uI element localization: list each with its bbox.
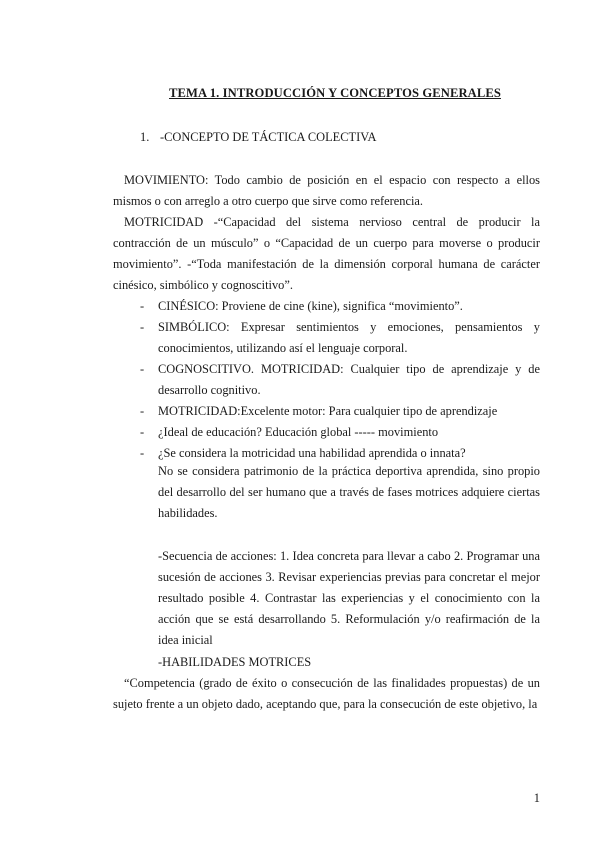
bullet-dash: - [140,320,145,334]
innata-answer: No se considera patrimonio de la práctica deportiva aprendida, sino propio del desarrollo del ser humano que a través de fases motrices adquiere ciertas habilidades. [158,464,540,520]
paragraph-competencia: “Competencia (grado de éxito o consecución de las finalidades propuestas) de un sujeto frente a un objeto dado, aceptando que, para la consecución de este objetivo, la [113,676,540,711]
section-heading [140,130,377,145]
page-number: 1 [533,791,540,805]
list-item [140,359,540,401]
bullet-dash: - [140,425,145,439]
section-number: 1. [140,130,150,144]
bullet-text: CINÉSICO: Proviene de cine (kine), significa “movimiento”. [158,299,463,313]
list-item [140,317,540,359]
bullet-text: SIMBÓLICO: Expresar sentimientos y emociones, pensamientos y conocimientos, utilizando así el lenguaje corporal. [158,320,540,355]
list-item [140,296,540,317]
bullet-dash: - [140,446,145,460]
list-item [140,401,540,422]
list-item [140,422,540,443]
bullet-text: ¿Ideal de educación? Educación global ----- movimiento [158,425,439,439]
habilidades-heading: -HABILIDADES MOTRICES [158,655,312,669]
paragraph-movimiento: MOVIMIENTO: Todo cambio de posición en el espacio con respecto a ellos mismos o con arreglo a otro cuerpo que sirve como referencia. [113,173,540,208]
bullet-text: COGNOSCITIVO. MOTRICIDAD: Cualquier tipo de aprendizaje y de desarrollo cognitivo. [158,362,540,397]
section-heading-text: -CONCEPTO DE TÁCTICA COLECTIVA [160,130,377,144]
bullet-dash: - [140,299,145,313]
bullet-list [140,296,540,464]
bullet-text: MOTRICIDAD:Excelente motor: Para cualquier tipo de aprendizaje [158,404,498,418]
bullet-dash: - [140,404,145,418]
document-title: TEMA 1. INTRODUCCIÓN Y CONCEPTOS GENERALES [169,86,501,100]
secuencia-acciones: -Secuencia de acciones: 1. Idea concreta para llevar a cabo 2. Programar una sucesión de acciones 3. Revisar experiencias previas para concretar el mejor resultado posible 4. Contrastar las experiencias y el conocimiento con la acción que se está desarrollando 5. Reformulación y/o reafirmación de la idea inicial [158,549,540,647]
bullet-dash: - [140,362,145,376]
paragraph-motricidad: MOTRICIDAD -“Capacidad del sistema nervioso central de producir la contracción de un músculo” o “Capacidad de un cuerpo para moverse o producir movimiento”. -“Toda manifestación de la dimensión corporal humana de carácter cinésico, simbólico y cognoscitivo”. [113,215,540,292]
bullet-text: ¿Se considera la motricidad una habilidad aprendida o innata? [158,446,466,460]
